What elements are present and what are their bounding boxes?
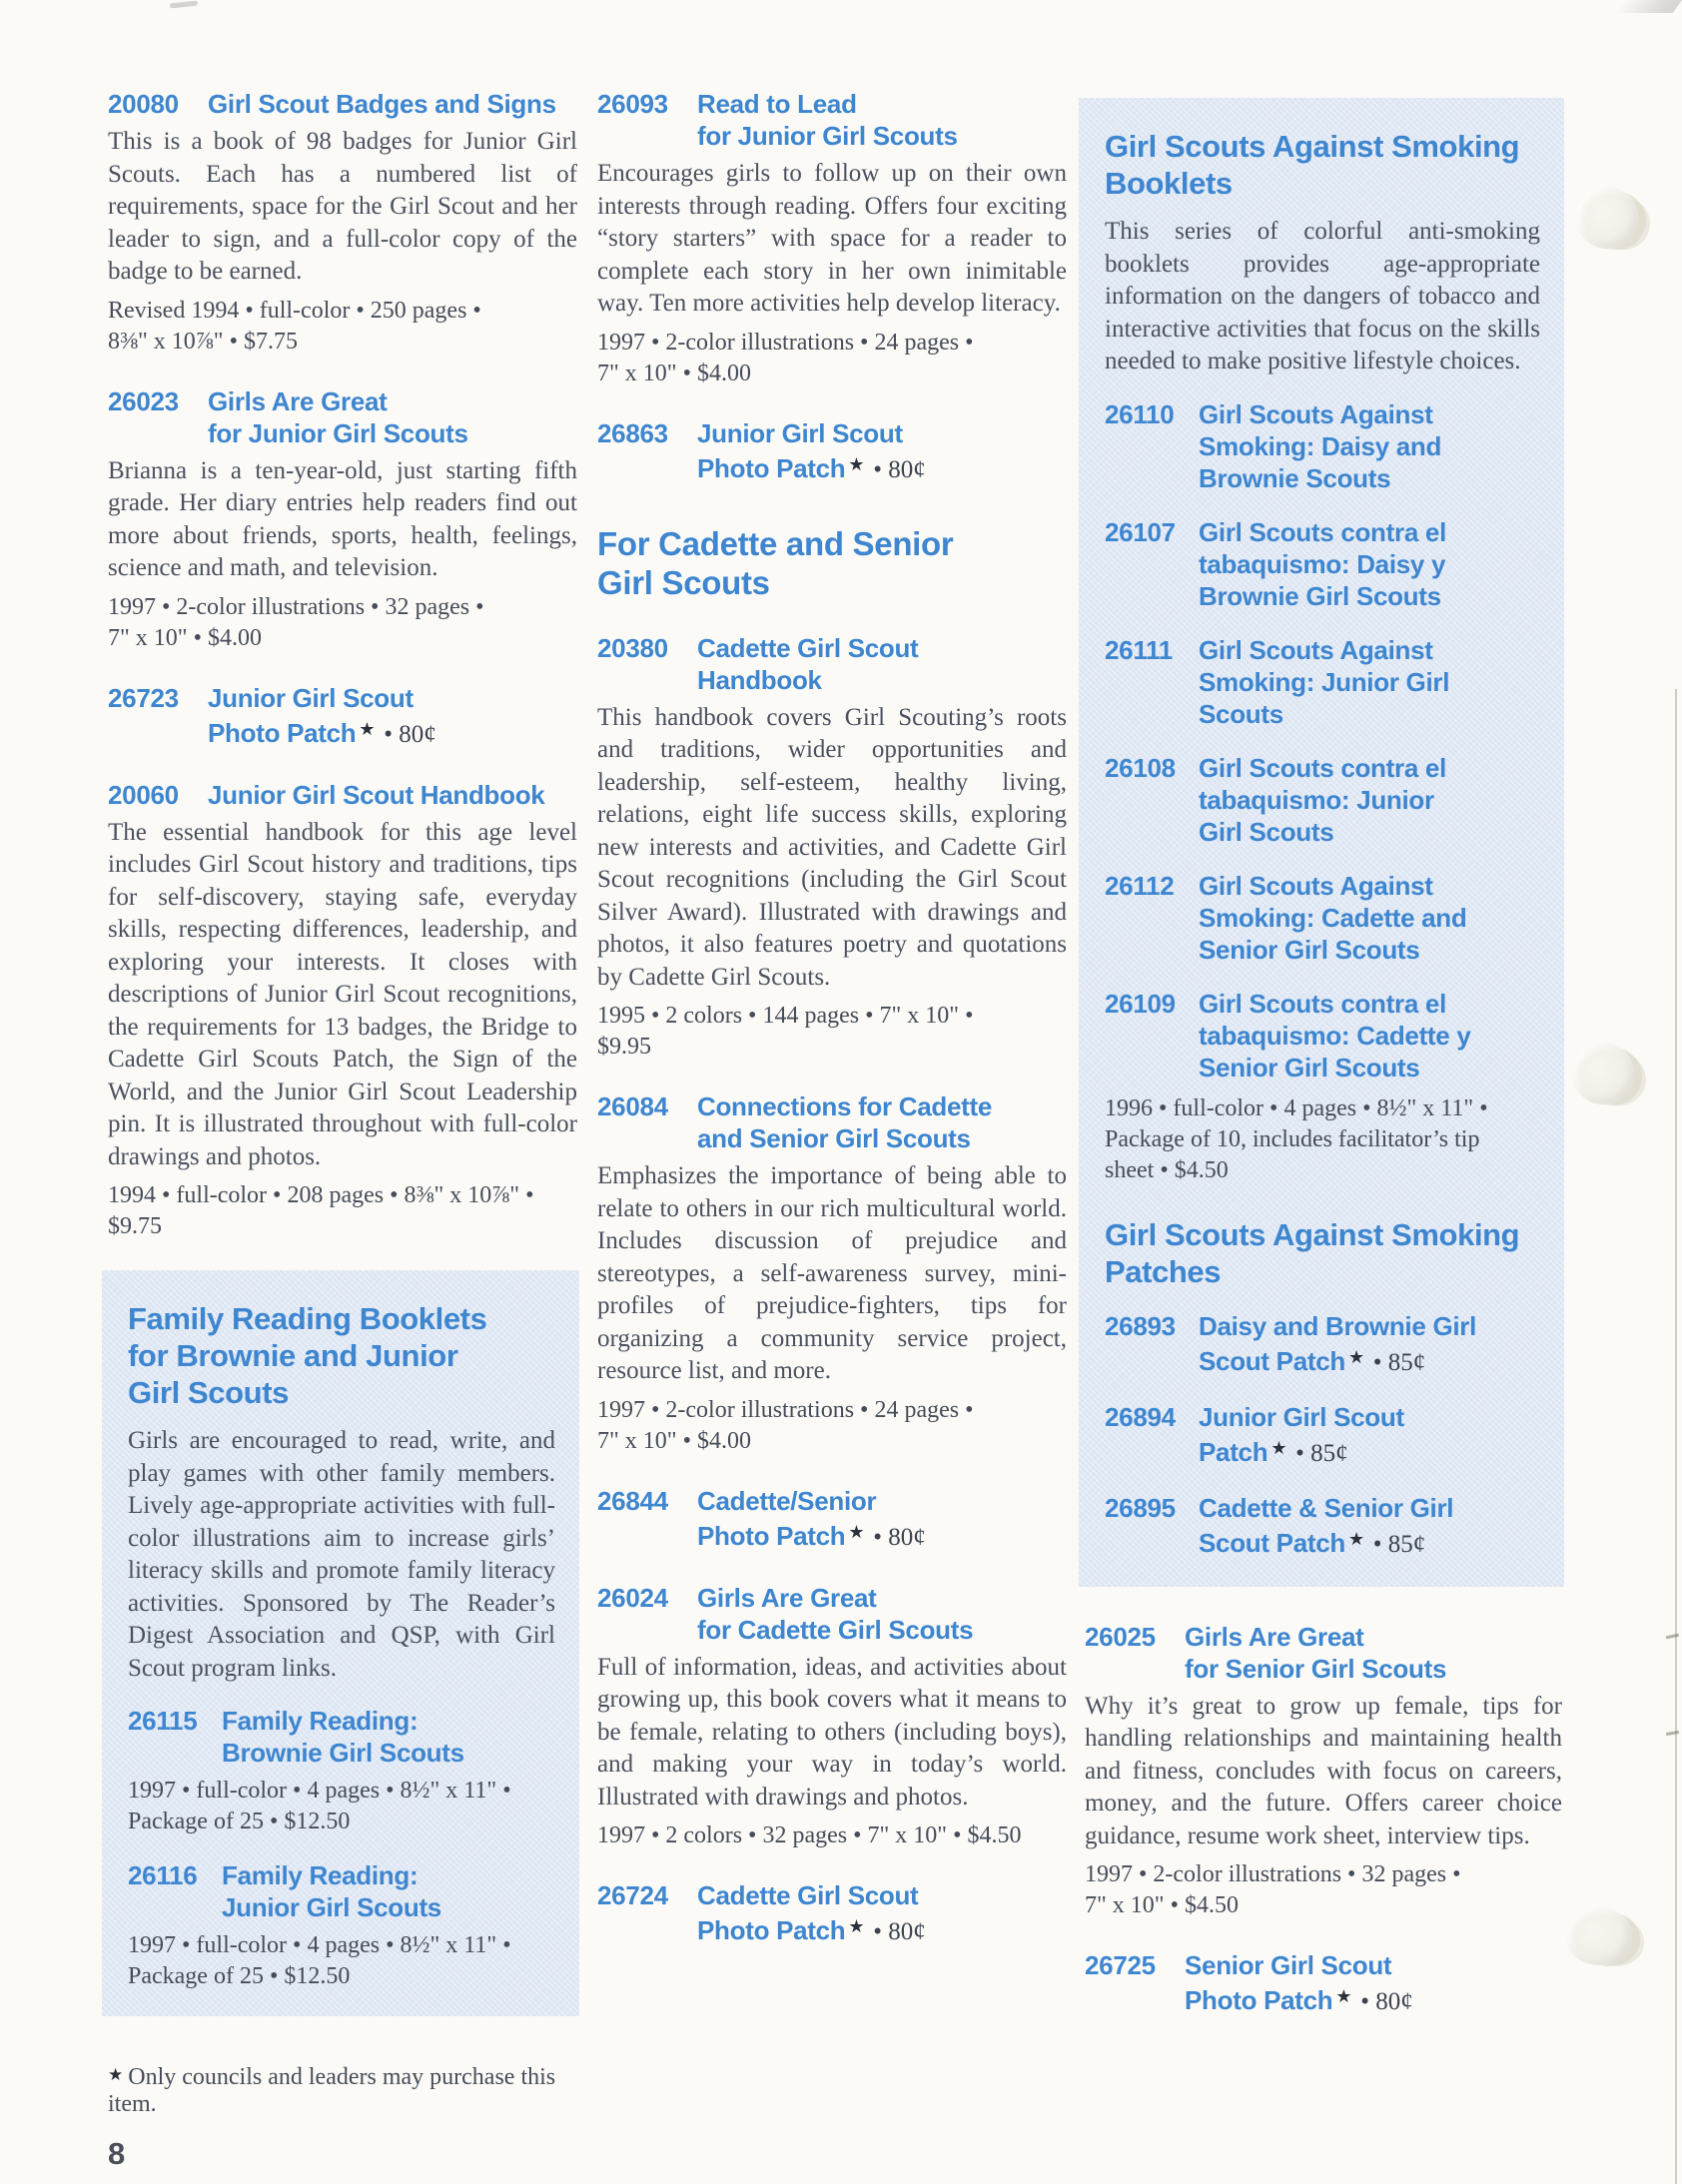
item-specs: 1997 • full-color • 4 pages • 8½" x 11" • Package of 25 • $12.50	[128, 1778, 511, 1834]
item-price: • 80¢	[873, 1523, 926, 1551]
item-title: Smoking: Daisy and	[1199, 430, 1442, 461]
item-title: Girl Scouts contra el	[1199, 988, 1446, 1019]
box-title: Family Reading Booklets for Brownie and Junior Girl Scouts	[128, 1301, 487, 1410]
item-title: Cadette Girl Scout	[697, 632, 919, 663]
item-specs: 1994 • full-color • 208 pages • 8⅜" x 10⅞" • $9.75	[108, 1182, 534, 1239]
item-price: • 85¢	[1372, 1348, 1426, 1376]
catalog-item-26895	[1105, 1492, 1540, 1561]
item-code: 26724	[597, 1880, 668, 1910]
item-title: Daisy and Brownie Girl	[1199, 1310, 1477, 1341]
item-title: Smoking: Junior Girl	[1199, 666, 1450, 697]
item-title: Girl Scouts Against	[1199, 870, 1433, 901]
restricted-star-icon: ★	[108, 2065, 124, 2085]
item-title: Photo Patch	[697, 452, 846, 483]
item-code: 26844	[597, 1485, 668, 1516]
catalog-item-26724	[597, 1879, 1067, 1948]
restricted-star-icon: ★	[1347, 1346, 1364, 1368]
binder-hole	[1572, 1043, 1634, 1104]
catalog-item-26723	[108, 682, 577, 751]
item-code: 26115	[128, 1706, 198, 1736]
catalog-item-26844	[597, 1485, 1067, 1554]
item-code: 26109	[1105, 988, 1176, 1019]
column-middle	[597, 88, 1067, 1976]
restricted-star-icon: ★	[1347, 1528, 1364, 1550]
item-specs: 1997 • 2-color illustrations • 32 pages • 7" x 10" • $4.00	[108, 593, 484, 651]
scan-artifact	[1666, 1634, 1679, 1640]
item-description: Why it’s great to grow up female, tips for handling relationships and maintaining health and fitness, concludes with focus on careers, money, and the future. Offers career choice guidance, resume work sheet, interview tips.	[1085, 1692, 1562, 1849]
catalog-item-26112	[1105, 870, 1540, 966]
item-title: for Junior Girl Scouts	[208, 417, 468, 448]
item-specs: Revised 1994 • full-color • 250 pages • 8⅜" x 10⅞" • $7.75	[108, 297, 481, 355]
catalog-item-26108	[1105, 752, 1540, 848]
catalog-item-26107	[1105, 516, 1540, 612]
item-title: for Cadette Girl Scouts	[697, 1614, 974, 1645]
item-description: Full of information, ideas, and activities about growing up, this book covers what it means to be female, relating to others (including boys), and making your way in today’s world. Illustrated with drawings and photos.	[597, 1653, 1067, 1811]
box-description: This series of colorful anti-smoking booklets provides age-appropriate information on the dangers of tobacco and interactive activities that focus on the skills needed to make positive lifestyle choices.	[1105, 218, 1540, 374]
item-title: Family Reading:	[222, 1860, 419, 1890]
item-title: Handbook	[697, 664, 822, 695]
item-title: Smoking: Cadette and	[1199, 902, 1467, 933]
item-description: Brianna is a ten-year-old, just starting fifth grade. Her diary entries help readers find out more about friends, sports, health, feelings, science and math, and television.	[108, 456, 577, 581]
catalog-item-26084	[597, 1091, 1067, 1457]
catalog-item-26725	[1085, 1949, 1562, 2018]
item-description: Encourages girls to follow up on their own interests through reading. Offers four exciting “story starters” with space for a reader to complete each story in her own inimitable way. Ten more activities help develop literacy.	[597, 160, 1067, 317]
item-code: 26111	[1105, 634, 1173, 665]
item-title: Cadette Girl Scout	[697, 1880, 919, 1910]
item-code: 20380	[597, 632, 668, 663]
box-title: Girl Scouts Against Smoking Booklets	[1105, 129, 1520, 201]
item-title: Scout Patch	[1199, 1345, 1345, 1376]
box-description: Girls are encouraged to read, write, and play games with other family members. Lively age-appropriate activities with full-color illustrations aim to increase girls’ literacy skills and promote family literacy activities. Sponsored by The Reader’s Digest Association and QSP, with Girl Scout program links.	[128, 1427, 555, 1682]
item-title: Girl Scouts Against	[1199, 634, 1433, 665]
item-specs: 1997 • 2-color illustrations • 32 pages • 7" x 10" • $4.50	[1085, 1861, 1461, 1918]
item-title: Girls Are Great	[208, 385, 388, 416]
item-title: Cadette & Senior Girl	[1199, 1492, 1454, 1523]
restricted-star-icon: ★	[1270, 1437, 1287, 1459]
item-title: for Junior Girl Scouts	[697, 121, 958, 151]
item-code: 26895	[1105, 1492, 1176, 1523]
section-header: For Cadette and Senior Girl Scouts	[597, 524, 954, 601]
item-title: Girls Are Great	[697, 1582, 877, 1613]
restricted-star-icon: ★	[848, 1521, 865, 1543]
item-price: • 80¢	[873, 455, 926, 483]
item-title: Patch	[1199, 1436, 1268, 1467]
item-code: 26108	[1105, 752, 1176, 783]
item-title: Junior Girl Scout Handbook	[208, 779, 545, 810]
scan-artifact	[1666, 1731, 1679, 1736]
restricted-star-icon: ★	[848, 1916, 865, 1937]
catalog-item-26024	[597, 1582, 1067, 1852]
scan-artifact	[1615, 0, 1682, 13]
catalog-item-26023	[108, 385, 577, 654]
item-code: 20080	[108, 89, 179, 119]
page-number: 8	[108, 2136, 126, 2171]
item-code: 26025	[1085, 1621, 1156, 1652]
item-specs: 1995 • 2 colors • 144 pages • 7" x 10" • $9.95	[597, 1003, 974, 1060]
item-title: Junior Girl Scouts	[222, 1892, 441, 1922]
catalog-item-26110	[1105, 398, 1540, 494]
catalog-item-26109	[1105, 988, 1540, 1084]
catalog-item-20380	[597, 632, 1067, 1064]
item-code: 26893	[1105, 1310, 1176, 1341]
item-title: Junior Girl Scout	[1199, 1401, 1404, 1432]
item-description: The essential handbook for this age level includes Girl Scout history and traditions, tips for self-discovery, staying safe, everyday skills, respecting differences, leadership, and exploring your interests. It closes with descriptions of Junior Girl Scout recognitions, the requirements for 13 badges, the Bridge to Cadette Girl Scouts Patch, the Sign of the World, and the Junior Girl Scout Leadership pin. It is illustrated throughout with full-color drawings and photos.	[108, 818, 577, 1170]
item-title: Brownie Girl Scouts	[222, 1738, 464, 1768]
column-left	[108, 88, 577, 2172]
item-code: 26024	[597, 1582, 668, 1613]
item-title: tabaquismo: Cadette y	[1199, 1020, 1471, 1051]
item-description: Emphasizes the importance of being able to relate to others in our rich multicultural world. Includes discussion of prejudice and stereotypes, a self-awareness survey, mini-profiles of prejudice-fighters, tips for organizing a community service project, resource list, and more.	[597, 1162, 1067, 1384]
binder-hole	[1566, 1907, 1632, 1965]
against-smoking-box	[1079, 98, 1564, 1587]
item-title: Brownie Girl Scouts	[1199, 580, 1441, 611]
item-title: Senior Girl Scouts	[1199, 934, 1420, 965]
item-title: and Senior Girl Scouts	[697, 1123, 971, 1153]
item-title: Girls Are Great	[1185, 1621, 1364, 1652]
restricted-star-icon: ★	[1335, 1986, 1352, 2007]
item-title: Senior Girl Scouts	[1199, 1052, 1420, 1083]
item-title: Connections for Cadette	[697, 1092, 993, 1121]
column-right	[1085, 98, 1562, 2046]
item-code: 26116	[128, 1860, 198, 1890]
item-title: Girl Scouts	[1199, 816, 1334, 847]
item-code: 20060	[108, 779, 179, 810]
item-code: 26023	[108, 385, 179, 416]
item-price: • 85¢	[1372, 1530, 1426, 1558]
item-title: tabaquismo: Junior	[1199, 784, 1434, 815]
catalog-item-26116	[128, 1859, 555, 1992]
binder-hole	[1576, 187, 1638, 249]
catalog-item-26111	[1105, 634, 1540, 730]
item-price: • 80¢	[873, 1918, 926, 1945]
item-title: Photo Patch	[208, 717, 357, 748]
item-title: Girl Scouts Against	[1199, 398, 1433, 429]
catalog-item-26115	[128, 1705, 555, 1837]
box-specs: 1996 • full-color • 4 pages • 8½" x 11" • Package of 10, includes facilitator’s tip sheet • $4.50	[1105, 1094, 1488, 1183]
item-description: This is a book of 98 badges for Junior Girl Scouts. Each has a numbered list of requirements, space for the Girl Scout and her leader to sign, and a full-color copy of the badge to be earned.	[108, 128, 577, 285]
item-title: Senior Girl Scout	[1185, 1950, 1392, 1980]
item-code: 26863	[597, 417, 668, 448]
catalog-item-20080	[108, 88, 577, 358]
catalog-item-20060	[108, 779, 577, 1243]
item-title: Family Reading:	[222, 1706, 419, 1736]
scan-artifact	[170, 1, 198, 9]
item-description: This handbook covers Girl Scouting’s roots and traditions, wider opportunities and leadership, self-esteem, healthy living, relations, eight life success skills, exploring new interests and activities, and Cadette Girl Scout recognitions (including the Girl Scout Silver Award). Illustrated with drawings and photos, it also features poetry and quotations by Cadette Girl Scouts.	[597, 703, 1067, 991]
item-title: Photo Patch	[1185, 1985, 1333, 2015]
item-specs: 1997 • full-color • 4 pages • 8½" x 11" • Package of 25 • $12.50	[128, 1932, 511, 1989]
item-specs: 1997 • 2 colors • 32 pages • 7" x 10" • $4.50	[597, 1822, 1022, 1848]
item-code: 26894	[1105, 1401, 1176, 1432]
item-code: 26110	[1105, 398, 1175, 429]
catalog-item-26893	[1105, 1310, 1540, 1379]
item-title: Girl Scouts contra el	[1199, 516, 1446, 547]
page-edge-line	[1675, 689, 1677, 2184]
item-title: Girl Scouts contra el	[1199, 752, 1446, 783]
item-title: Brownie Scouts	[1199, 462, 1391, 493]
item-title: Girl Scout Badges and Signs	[208, 89, 556, 119]
item-title: Junior Girl Scout	[697, 417, 903, 448]
box-subtitle: Girl Scouts Against Smoking Patches	[1105, 1216, 1520, 1289]
footnote	[108, 2064, 577, 2118]
item-code: 26112	[1105, 870, 1175, 901]
item-title: Read to Lead	[697, 89, 857, 119]
item-price: • 80¢	[1360, 1988, 1413, 2015]
item-code: 26723	[108, 682, 179, 713]
restricted-star-icon: ★	[848, 453, 865, 475]
footnote-text: Only councils and leaders may purchase this item.	[108, 2064, 556, 2117]
item-code: 26725	[1085, 1950, 1156, 1980]
catalog-item-26863	[597, 417, 1067, 486]
item-title: tabaquismo: Daisy y	[1199, 548, 1446, 579]
item-title: Photo Patch	[697, 1915, 846, 1945]
item-title: for Senior Girl Scouts	[1185, 1653, 1447, 1684]
item-code: 26107	[1105, 516, 1176, 547]
item-price: • 85¢	[1295, 1439, 1348, 1467]
item-title: Scouts	[1199, 698, 1283, 729]
catalog-item-26093	[597, 88, 1067, 389]
family-reading-box	[102, 1270, 579, 2016]
item-price: • 80¢	[384, 720, 436, 748]
item-code: 26093	[597, 89, 668, 119]
catalog-item-26025	[1085, 1621, 1562, 1922]
item-title: Junior Girl Scout	[208, 682, 414, 713]
restricted-star-icon: ★	[359, 718, 376, 740]
item-title: Cadette/Senior	[697, 1485, 877, 1516]
item-code: 26084	[597, 1092, 668, 1121]
item-specs: 1997 • 2-color illustrations • 24 pages • 7" x 10" • $4.00	[597, 329, 974, 386]
item-title: Scout Patch	[1199, 1527, 1345, 1558]
catalog-item-26894	[1105, 1401, 1540, 1470]
item-specs: 1997 • 2-color illustrations • 24 pages • 7" x 10" • $4.00	[597, 1396, 974, 1454]
item-title: Photo Patch	[697, 1520, 846, 1551]
